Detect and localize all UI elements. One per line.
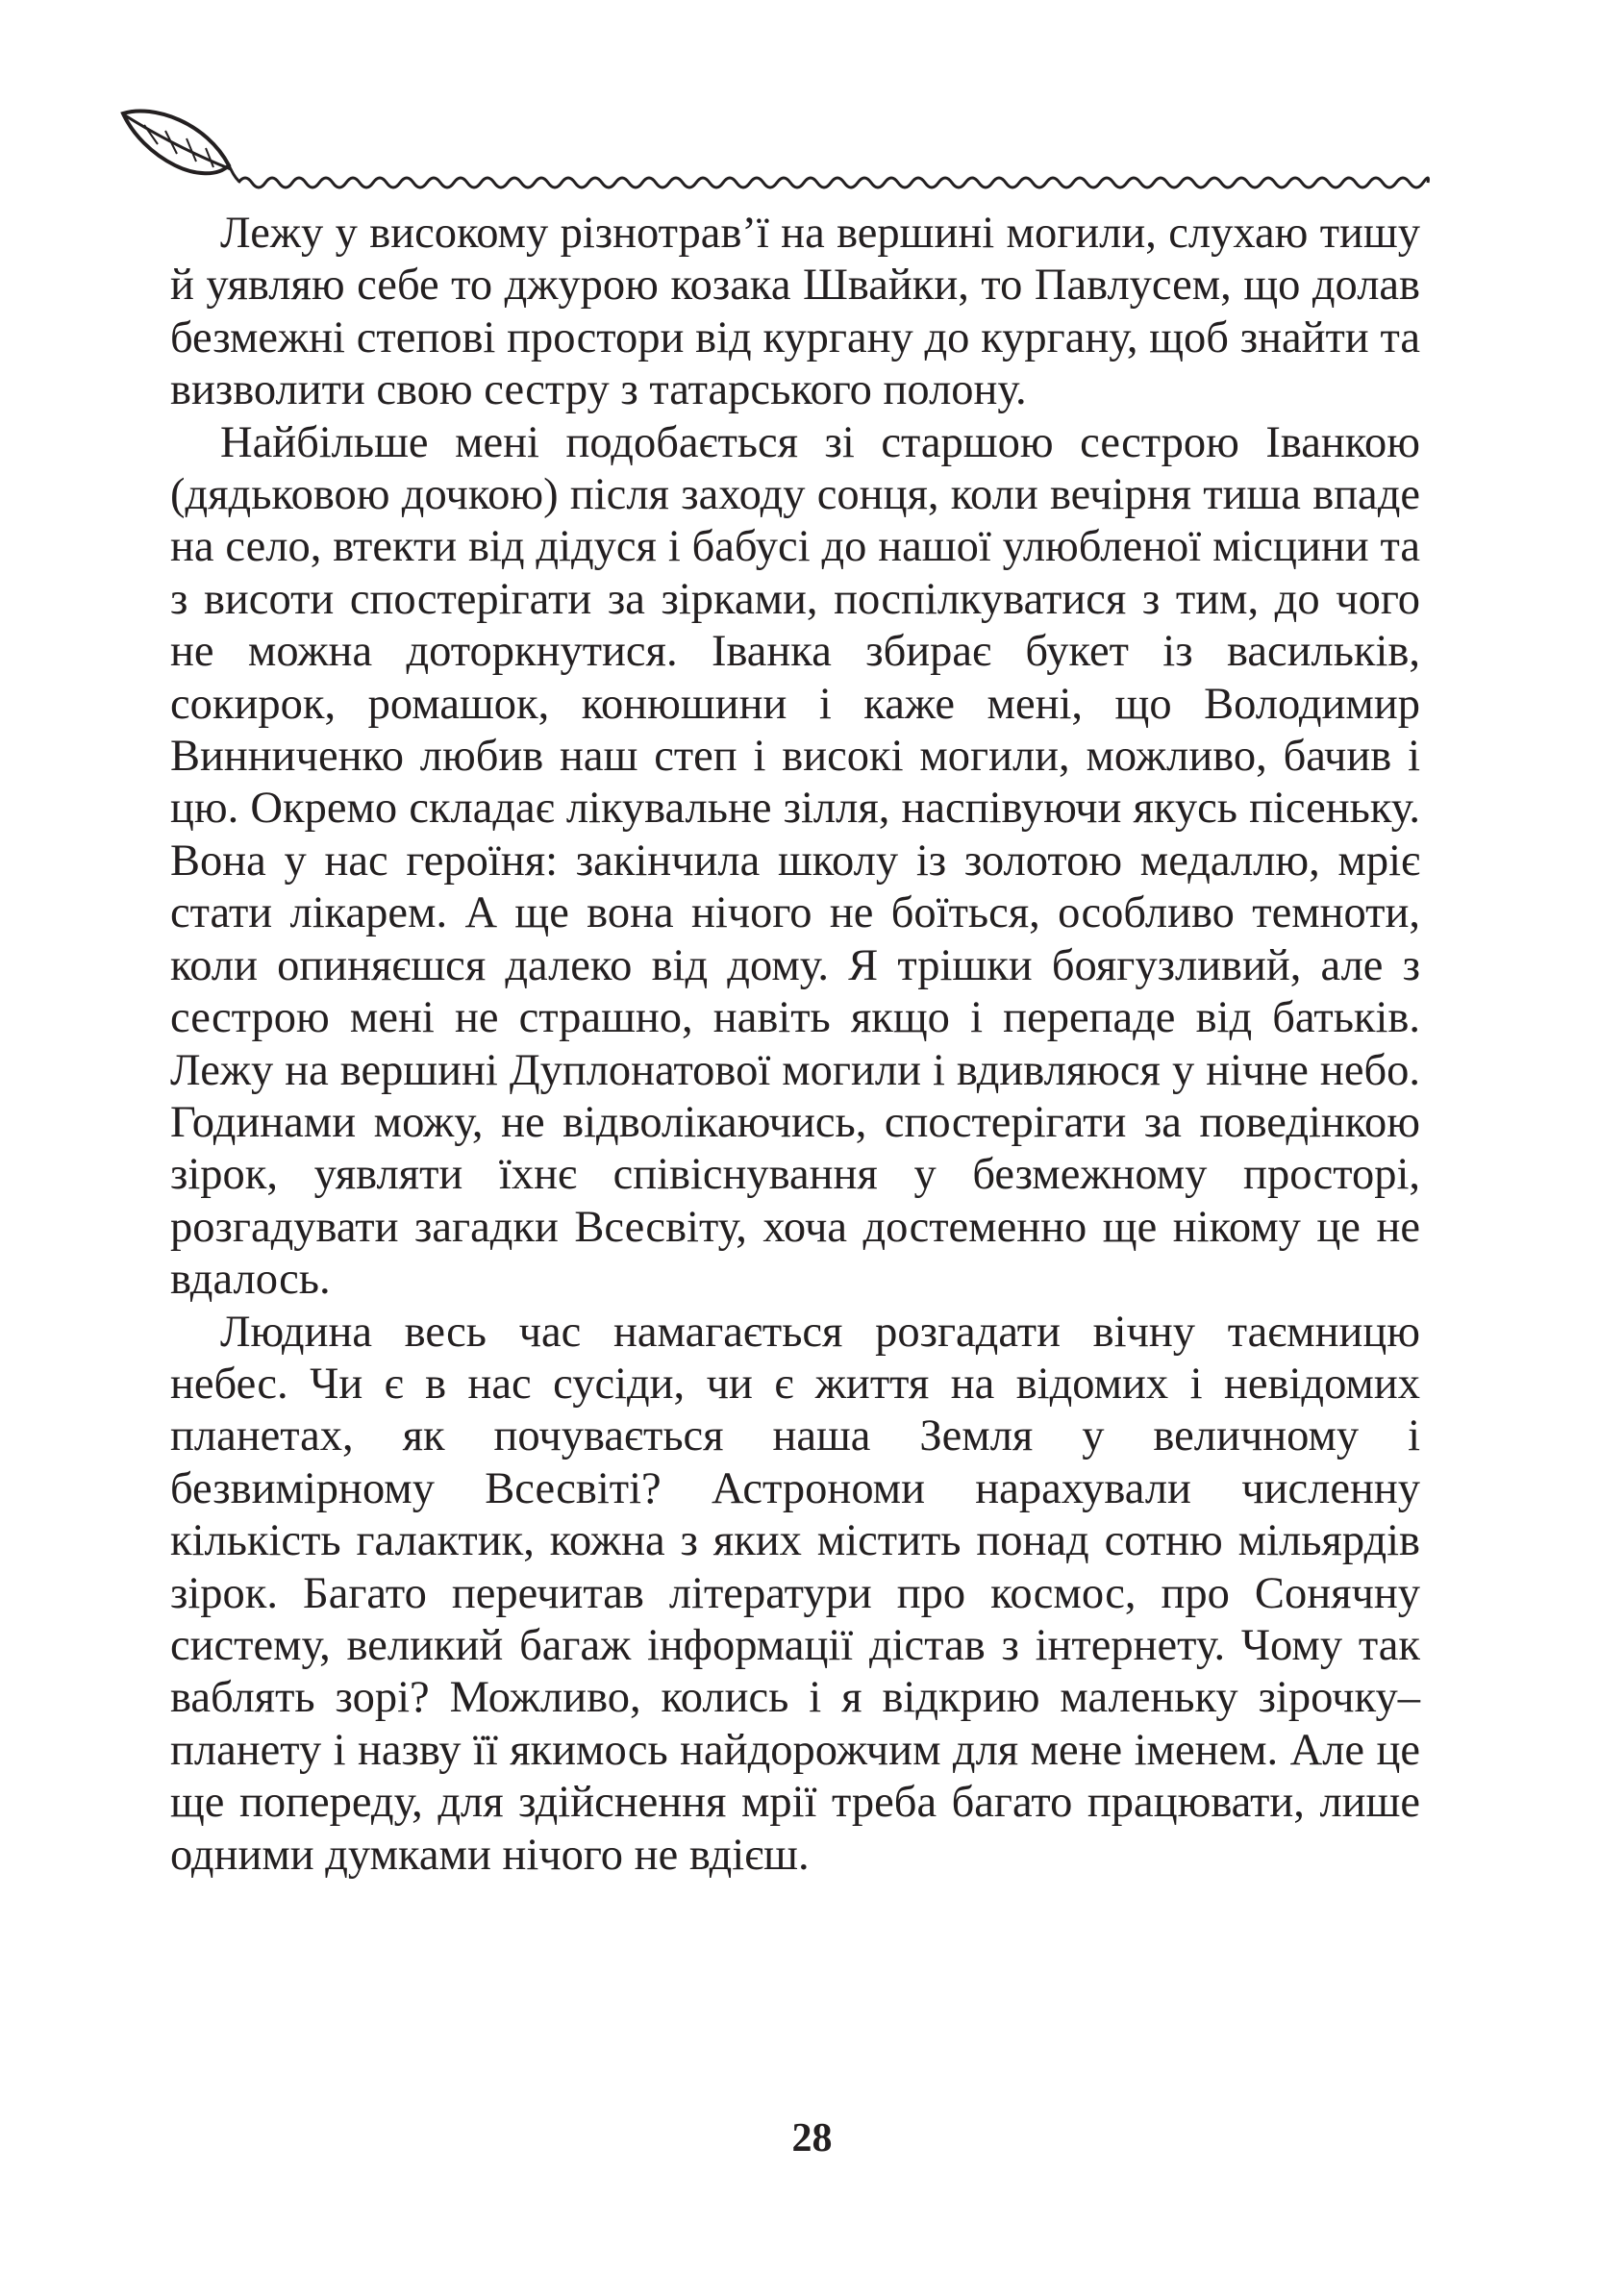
paragraph-2: Найбільше мені подобається зі старшою сестрою Іванкою (дядьковою дочкою) після заходу сонця, коли вечірня тиша впаде на село, втекти від дідуся і бабусі до нашої улюбленої місцини та з висоти спостерігати за зірками, поспілкуватися з тим, до чого не можна доторкнутися. Іванка збирає букет із васильків, сокирок, ромашок, конюшини і каже мені, що Володимир Винниченко любив наш степ і високі могили, можливо, бачив і цю. Окремо складає лікувальне зілля, наспівуючи якусь пісеньку. Вона у нас героїня: закінчила школу із золотою медаллю, мріє стати лікарем. А ще вона нічого не боїться, особливо темноти, коли опиняєшся далеко від дому. Я трішки боягузливий, але з сестрою мені не страшно, навіть якщо і перепаде від батьків. Лежу на вершині Дуплонатової могили і вдивляюся у нічне небо. Годинами можу, не відволікаючись, спостерігати за поведінкою зірок, уявляти їхнє співіснування у безмежному просторі, розгадувати загадки Всесвіту, хоча достеменно ще нікому це не вдалось. — [170, 417, 1420, 1305]
page-number: 28 — [791, 2116, 833, 2160]
feather-quill-icon — [123, 111, 238, 181]
article-body — [170, 208, 1420, 1882]
paragraph-1: Лежу у високому різнотрав’ї на вершині могили, слухаю тишу й уявляю себе то джурою козака Швайки, то Павлусем, що долав безмежні степові простори від кургану до кургану, щоб знайти та визволити свою сестру з татарського полону. — [170, 209, 1420, 415]
paragraph-3: Людина весь час намагається розгадати вічну таємницю небес. Чи є в нас сусіди, чи є життя на відомих і невідомих планетах, як почувається наша Земля у величному і безвимірному Всесвіті? Астрономи нарахували численну кількість галактик, кожна з яких містить понад сотню мільярдів зірок. Багато перечитав літератури про космос, про Сонячну систему, великий багаж інформації дістав з інтернету. Чому так ваблять зорі? Можливо, колись і я відкрию маленьку зірочку–планету і назву її якимось найдорожчим для мене іменем. Але це ще попереду, для здійснення мрії треба багато працювати, лише одними думками нічого не вдієш. — [170, 1307, 1420, 1880]
header-ornament — [115, 106, 1433, 202]
wavy-divider-line — [238, 178, 1428, 187]
